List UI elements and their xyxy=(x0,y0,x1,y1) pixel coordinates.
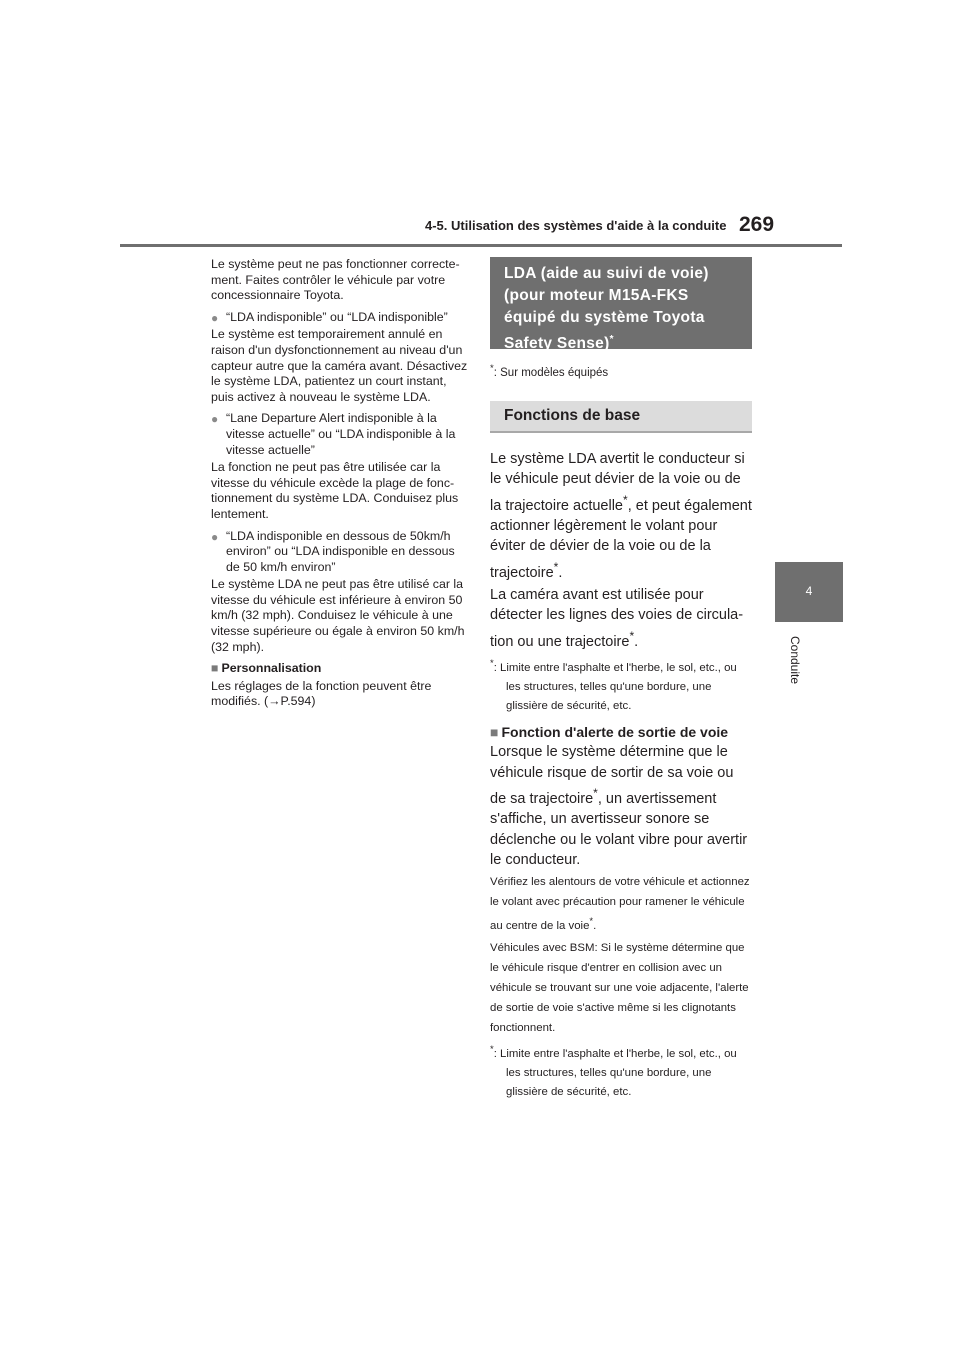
bullet-title: “Lane Departure Alert indisponible à la vitesse actuelle” ou “LDA indisponible à la vitesse actuelle” xyxy=(226,411,456,457)
chapter-label: Conduite xyxy=(788,635,802,685)
chapter-number: 4 xyxy=(805,584,813,598)
asterisk: * xyxy=(490,1044,494,1056)
models-note xyxy=(490,363,752,379)
page-number: 269 xyxy=(739,213,775,236)
asterisk: * xyxy=(490,657,494,669)
asterisk: * xyxy=(553,559,559,574)
main-text xyxy=(490,449,752,1102)
asterisk: * xyxy=(629,628,635,643)
bullet-text: La fonction ne peut pas être utilisée car la vitesse du véhicule excède la plage de fonctionnement du système LDA. Conduisez plus lentement. xyxy=(211,460,459,521)
text-part: Le système LDA avertit le conducteur si le véhicule peut dévier de la voie ou de la trajectoire actuelle xyxy=(490,450,745,514)
bullet-dot-icon: ● xyxy=(211,529,219,544)
paragraph xyxy=(490,742,752,870)
left-column xyxy=(211,257,469,716)
lda-title: LDA (aide au suivi de voie) (pour moteur M15A-FKS équipé du système Toyota Safety Sense) xyxy=(504,265,709,353)
right-column xyxy=(490,257,752,1104)
asterisk: * xyxy=(593,785,598,800)
text-part: . xyxy=(634,633,639,650)
paragraph xyxy=(490,872,752,936)
bullet-item xyxy=(211,411,469,458)
header-rule xyxy=(120,244,842,247)
footnote-text: : Limite entre l'asphalte et l'herbe, le sol, etc., ou les structures, telles qu'une bordure, une glissière de sécurité, etc. xyxy=(493,661,737,712)
square-bullet-icon: ■ xyxy=(490,723,499,740)
bullet-text: Le système LDA ne peut pas être utilisé car la vitesse du véhicule est inférieure à environ 50 km/h (32 mph). Conduisez le véhicule à une vitesse supérieure ou égale à environ 50 km/h (32 mph). xyxy=(211,577,465,654)
chapter-tab xyxy=(775,562,843,622)
fonctions-title: Fonctions de base xyxy=(504,406,641,424)
bullet-item xyxy=(211,529,469,576)
footnote-text: : Limite entre l'asphalte et l'herbe, le sol, etc., ou les structures, telles qu'une bordure, une glissière de sécurité, etc. xyxy=(493,1048,737,1099)
footnote xyxy=(490,1040,752,1102)
asterisk: * xyxy=(589,916,594,928)
section-title: 4-5. Utilisation des systèmes d'aide à la conduite xyxy=(425,218,727,233)
models-note-text: : Sur modèles équipés xyxy=(493,366,609,379)
personnalisation-title: Personnalisation xyxy=(221,661,322,676)
asterisk: * xyxy=(609,334,614,345)
asterisk: * xyxy=(623,492,628,507)
text-part: , et peut également actionner légèrement le volant pour éviter de dévier de la voie ou de la trajectoire xyxy=(490,497,752,581)
fonctions-heading-box xyxy=(490,401,752,433)
intro-text: Le système peut ne pas fonctionner correctement. Faites contrôler le véhicule par votre concessionnaire Toyota. xyxy=(211,257,460,303)
text-part: . xyxy=(558,564,563,581)
square-bullet-icon: ■ xyxy=(211,661,219,676)
text-part: La caméra avant est utilisée pour détecter les lignes des voies de circulation ou une trajectoire xyxy=(490,586,744,650)
bsm-paragraph: Véhicules avec BSM: Si le système détermine que le véhicule risque d'entrer en collision avec un véhicule se trouvant sur une voie adjacente, l'alerte de sortie de voie s'active même si les clignotants fonctionnent. xyxy=(490,942,749,1035)
personnalisation-text: Les réglages de la fonction peuvent être modifiés. (→P.594) xyxy=(211,678,432,709)
paragraph xyxy=(490,449,752,583)
text-part: Lorsque le système détermine que le véhicule risque de sortir de sa voie ou de sa trajectoire xyxy=(490,744,734,807)
chapter-label-wrap xyxy=(780,630,810,690)
lda-title-box xyxy=(490,257,752,353)
alert-title: Fonction d'alerte de sortie de voie xyxy=(501,723,729,740)
bullet-text: Le système est temporairement annulé en raison d'un dysfonctionnement au niveau d'un capteur autre que la caméra avant. Désactivez le système LDA, patientez un court instant, puis activez à nouveau le système LDA. xyxy=(211,327,468,404)
personnalisation-heading xyxy=(211,661,469,677)
text-part: . xyxy=(593,920,597,933)
bullet-dot-icon: ● xyxy=(211,310,219,325)
asterisk: * xyxy=(490,363,494,374)
bullet-title: “LDA indisponible” ou “LDA indisponible” xyxy=(226,309,448,324)
text-part: , un avertissement s'affiche, un avertisseur sonore se déclenche ou le volant vibre pour avertir le conducteur. xyxy=(490,790,748,869)
bullet-dot-icon: ● xyxy=(211,412,219,427)
text-part: Vérifiez les alentours de votre véhicule et actionnez le volant avec précaution pour ramener le véhicule au centre de la voie xyxy=(490,876,750,933)
alert-heading xyxy=(490,722,752,742)
paragraph xyxy=(490,585,752,652)
footnote xyxy=(490,654,752,716)
bullet-title: “LDA indisponible en dessous de 50km/h environ” ou “LDA indisponible en dessous de 50 km/h environ” xyxy=(226,528,455,574)
bullet-item xyxy=(211,310,469,326)
